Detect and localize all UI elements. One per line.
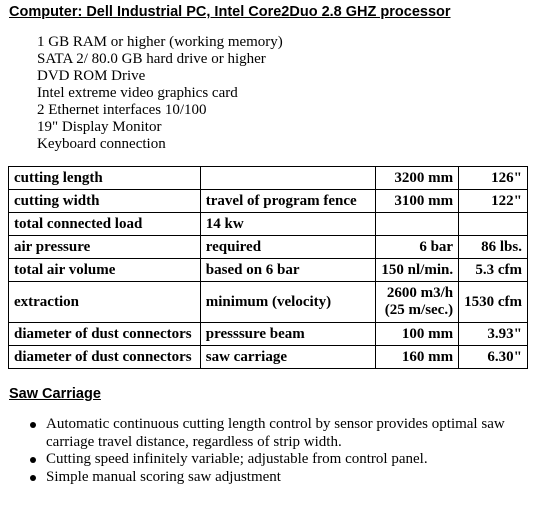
specifications-table — [8, 166, 528, 369]
table-cell: based on 6 bar — [200, 259, 375, 282]
table-row — [9, 323, 528, 346]
table-cell: saw carriage — [200, 346, 375, 369]
table-cell: 3100 mm — [376, 190, 459, 213]
table-cell: 100 mm — [376, 323, 459, 346]
table-cell: 14 kw — [200, 213, 375, 236]
table-row — [9, 167, 528, 190]
table-cell: 160 mm — [376, 346, 459, 369]
spec-item: Intel extreme video graphics card — [37, 85, 238, 101]
bullet-icon — [30, 457, 36, 463]
table-cell: air pressure — [9, 236, 201, 259]
list-item-text: Automatic continuous cutting length control by sensor provides optimal saw carriage travel distance, regardless of strip width. — [46, 416, 505, 450]
table-row — [9, 236, 528, 259]
table-cell: 1530 cfm — [459, 282, 528, 323]
spec-item: 19" Display Monitor — [37, 119, 162, 135]
bullet-icon — [30, 475, 36, 481]
table-cell: presssure beam — [200, 323, 375, 346]
table-cell: minimum (velocity) — [200, 282, 375, 323]
table-cell: 6 bar — [376, 236, 459, 259]
list-item-text: Simple manual scoring saw adjustment — [46, 468, 281, 485]
table-cell — [376, 282, 459, 323]
computer-heading: Computer: Dell Industrial PC, Intel Core2Duo 2.8 GHZ processor — [9, 4, 451, 20]
saw-carriage-heading: Saw Carriage — [9, 386, 101, 402]
table-cell: 5.3 cfm — [459, 259, 528, 282]
table-cell — [200, 167, 375, 190]
table-cell: diameter of dust connectors — [9, 323, 201, 346]
list-item — [30, 451, 520, 469]
table-cell: 150 nl/min. — [376, 259, 459, 282]
table-cell: diameter of dust connectors — [9, 346, 201, 369]
extraction-volume: 2600 m3/h — [386, 285, 454, 301]
table-cell: cutting length — [9, 167, 201, 190]
list-item — [30, 469, 520, 487]
spec-item: Keyboard connection — [37, 136, 166, 152]
list-item — [30, 416, 520, 451]
table-cell — [376, 213, 459, 236]
table-row — [9, 259, 528, 282]
table-row — [9, 282, 528, 323]
table-cell: travel of program fence — [200, 190, 375, 213]
table-cell: required — [200, 236, 375, 259]
table-row — [9, 346, 528, 369]
bullet-icon — [30, 422, 36, 428]
table-cell: 6.30" — [459, 346, 528, 369]
table-cell: extraction — [9, 282, 201, 323]
computer-spec-list — [37, 34, 283, 153]
table-row — [9, 213, 528, 236]
spec-item: 2 Ethernet interfaces 10/100 — [37, 102, 207, 118]
table-cell: 86 lbs. — [459, 236, 528, 259]
spec-item: SATA 2/ 80.0 GB hard drive or higher — [37, 51, 266, 67]
spec-item: 1 GB RAM or higher (working memory) — [37, 34, 283, 50]
saw-carriage-list — [30, 416, 520, 486]
table-row — [9, 190, 528, 213]
table-cell: 3200 mm — [376, 167, 459, 190]
table-cell: 126" — [459, 167, 528, 190]
table-cell: 122" — [459, 190, 528, 213]
table-cell: 3.93" — [459, 323, 528, 346]
table-cell: total air volume — [9, 259, 201, 282]
table-cell: cutting width — [9, 190, 201, 213]
extraction-velocity-note: (25 m/sec.) — [384, 302, 454, 318]
table-cell: total connected load — [9, 213, 201, 236]
list-item-text: Cutting speed infinitely variable; adjustable from control panel. — [46, 451, 428, 467]
spec-item: DVD ROM Drive — [37, 68, 146, 84]
table-cell — [459, 213, 528, 236]
